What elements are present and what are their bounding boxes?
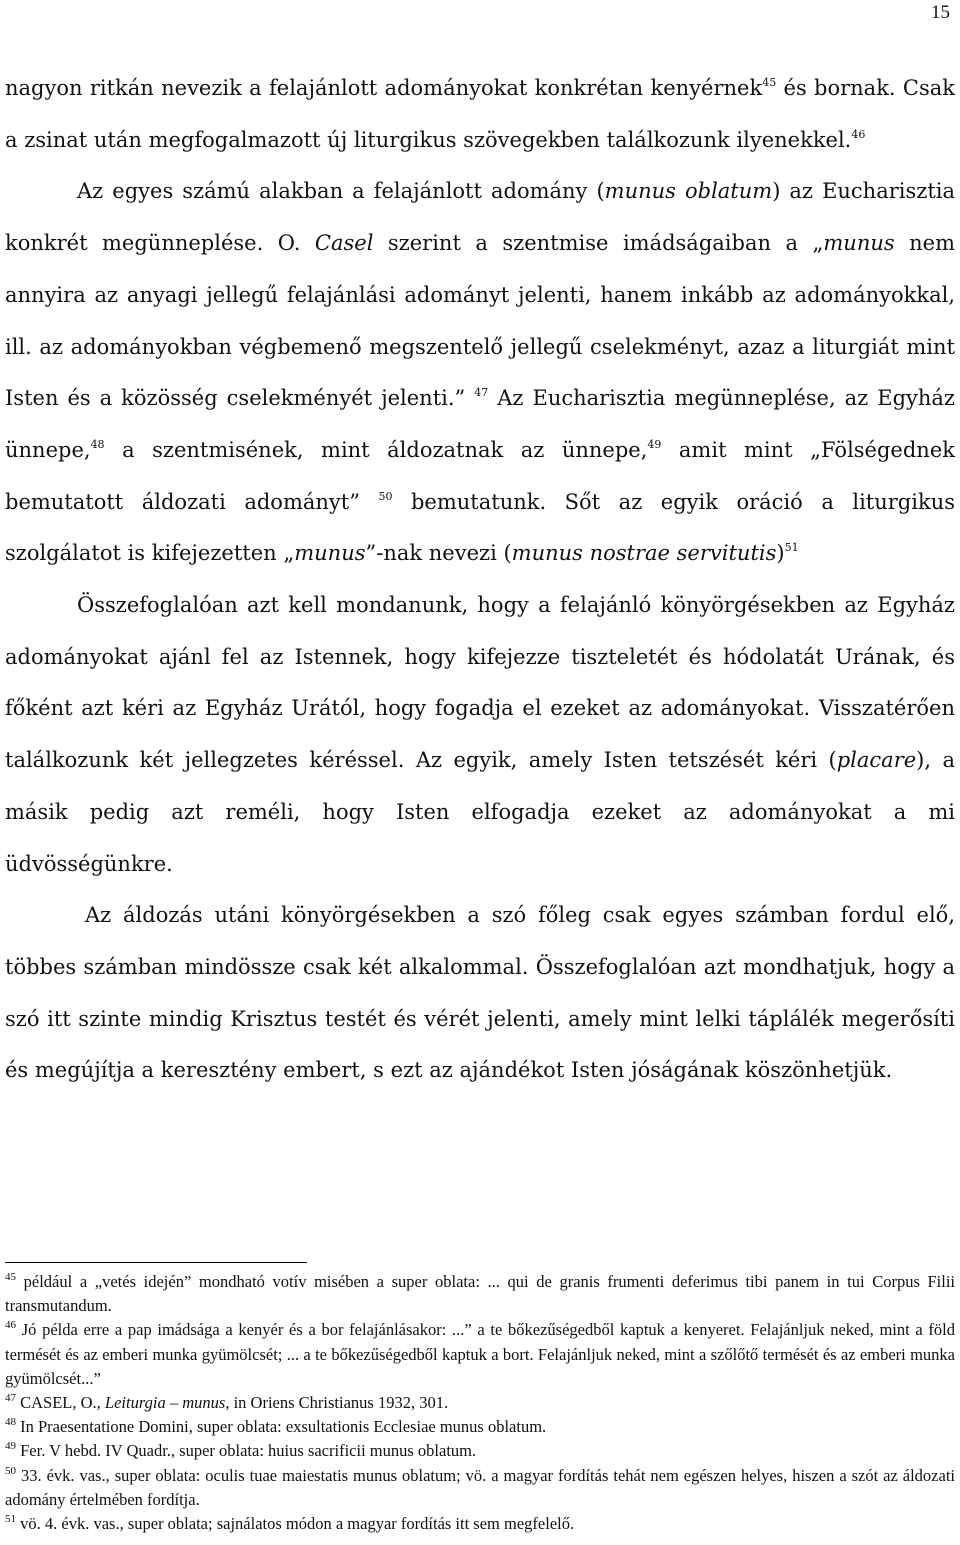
paragraph-2: Az egyes számú alakban a felajánlott adomány (munus oblatum) az Eucharisztia konkrét megünneplése. O. Casel szerint a szentmise imádságaiban a „munus nem annyira az anyagi jellegű felajánlási adományt jelenti, hanem inkább az adományokkal, ill. az adományokban végbemenő megszentelő jellegű cselekményt, azaz a liturgiát mint Isten és a közösség cselekményét jelenti.” $^{47}$ Az Eucharisztia megünneplése, az Egyház ünnepe,$^{48}$ a szentmisének, mint áldozatnak az ünnepe,$^{49}$ amit mint „Fölségednek bemutatott áldozati adományt” $^{50}$ bemutatunk. Sőt az egyik oráció a liturgikus szolgálatot is kifejezetten „munus”-nak nevezi (munus nostrae servitutis)$^{51}$ (5, 179, 955, 566)
footnote-45: $^{45}$ például a „vetés idején” mondható votív misében a super oblata: ... qui de granis frumenti deferimus tibi panem in tui Corpus Filii transmutandum. (5, 1271, 956, 1316)
page-number: 15 (931, 2, 950, 23)
paragraph-4: Az áldozás utáni könyörgésekben a szó főleg csak egyes számban fordul elő, többes számban mindössze csak két alkalommal. Összefoglalóan azt mondhatjuk, hogy a szó itt szinte mindig Krisztus testét és vérét jelenti, amely mint lelki táplálék megerősíti és megújítja a keresztény embert, s ezt az ajándékot Isten jóságának köszönhetjük. (5, 903, 955, 1083)
footnote-46: $^{46}$ Jó példa erre a pap imádsága a kenyér és a bor felajánlásakor: ...” a te bőkezűségedből kaptuk a kenyeret. Felajánljuk neked, mint a föld termését és az emberi munka gyümölcsét; ... a te bőkezűségedből kaptuk a bort. Felajánljuk neked, mint a szőlőtő termését és az emberi munka gyümölcsét...” (5, 1319, 955, 1388)
footnotes (5, 1270, 955, 1536)
paragraph-3: Összefoglalóan azt kell mondanunk, hogy a felajánló könyörgésekben az Egyház adományokat ajánl fel az Istennek, hogy kifejezze tiszteletét és hódolatát Urának, és főként azt kéri az Egyház Urától, hogy fogadja el ezeket az adományokat. Visszatérően találkozunk két jellegzetes kéréssel. Az egyik, amely Isten tetszését kéri (placare), a másik pedig azt reméli, hogy Isten elfogadja ezeket az adományokat a mi üdvösségünkre. (5, 593, 955, 876)
footnote-ref-48: 48 (90, 437, 105, 451)
footnote-51: $^{51}$ vö. 4. évk. vas., super oblata; sajnálatos módon a magyar fordítás itt sem megfelelő. (5, 1513, 575, 1534)
paragraph-1: nagyon ritkán nevezik a felajánlott adományokat konkrétan kenyérnek$^{45}$ és bornak. Csak a zsinat után megfogalmazott új liturgikus szövegekben találkozunk ilyenekkel.$^{46}$ (5, 76, 956, 152)
footnote-47: $^{47}$ CASEL, O., Leiturgia – munus, in Oriens Christianus 1932, 301. (5, 1392, 449, 1413)
main-text (5, 63, 955, 1097)
footnote-ref-45: 45 (762, 76, 777, 89)
footnote-ref-49: 49 (647, 437, 662, 451)
footnote-49: $^{49}$ Fer. V hebd. IV Quadr., super oblata: huius sacrificii munus oblatum. (5, 1440, 477, 1461)
footnote-50: $^{50}$ 33. évk. vas., super oblata: oculis tuae maiestatis munus oblatum; vö. a magyar fordítás tehát nem egészen helyes, hiszen a szót az áldozati adomány értelmében fordítja. (5, 1464, 955, 1509)
footnote-ref-50: 50 (378, 489, 393, 503)
footnote-separator (5, 1262, 307, 1263)
footnote-ref-46: 46 (851, 127, 866, 141)
footnote-ref-51: 51 (784, 541, 799, 555)
footnote-48: $^{48}$ In Praesentatione Domini, super oblata: exsultationis Ecclesiae munus oblatum. (5, 1416, 547, 1437)
footnote-ref-47: 47 (474, 386, 489, 400)
